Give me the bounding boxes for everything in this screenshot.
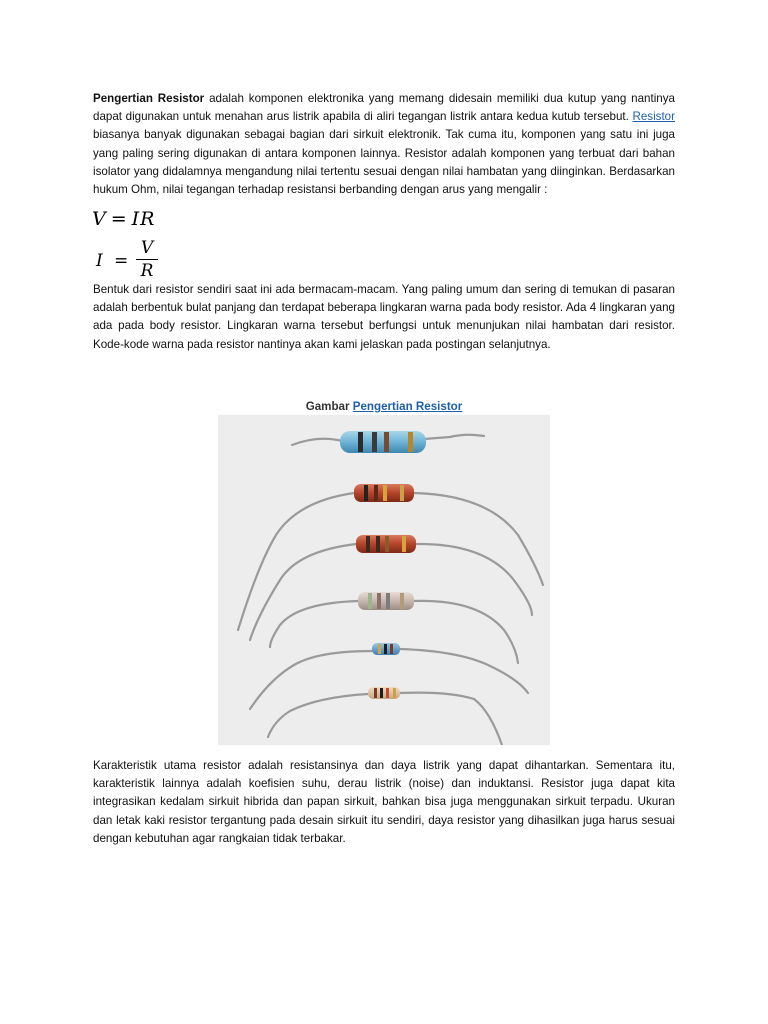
lead-5a — [250, 651, 372, 709]
formula2-numerator: V — [140, 238, 154, 258]
formula1-eq: = — [110, 208, 128, 230]
fraction-bar — [136, 259, 158, 260]
paragraph-shapes — [93, 281, 675, 354]
resistor-grey — [358, 592, 414, 610]
formula1-rhs: IR — [131, 208, 156, 230]
formula-ohm-v — [92, 208, 155, 230]
color-code-link[interactable]: Kode-kode warna pada resistor — [93, 337, 255, 351]
lead-2a — [238, 493, 354, 630]
lead-2b — [414, 493, 543, 585]
figure-caption — [0, 400, 768, 413]
resistor-blue — [340, 431, 426, 453]
formula1-lhs: V — [92, 208, 107, 230]
resistor-small-blue — [372, 643, 400, 655]
caption-link[interactable]: Pengertian Resistor — [352, 400, 463, 413]
formula2-denominator: R — [140, 261, 154, 282]
lead-1b — [424, 435, 484, 439]
term-pengertian-resistor: Pengertian Resistor — [93, 92, 205, 105]
intro-text-b: biasanya banyak digunakan sebagai bagian dari sirkuit elektronik. Tak cuma itu, komponen yang satu ini juga yang paling sering digunakan di antara komponen lainnya. Resistor adalah komponen yang terbuat dari bahan isolator yang didalamnya mengandung nilai tertentu sesuai dengan nilai hambatan yang diinginkan. Berdasarkan hukum Ohm, nilai tegangan terhadap resistansi berbanding dengan arus yang mengalir : — [93, 128, 675, 197]
lead-3a — [250, 544, 356, 640]
resistor-photo — [218, 415, 550, 745]
resistor-small-beige — [368, 687, 400, 699]
resistors-illustration — [218, 415, 550, 745]
formula-ohm-i — [96, 238, 176, 282]
lead-1a — [292, 439, 342, 445]
resistor-red-2 — [356, 535, 416, 553]
lead-6a — [268, 694, 368, 737]
lead-3b — [416, 544, 532, 615]
paragraph-intro — [93, 90, 675, 199]
lead-5b — [400, 649, 528, 693]
intro-text-a: adalah komponen elektronika yang memang didesain memiliki dua kutup yang nantinya dapat digunakan untuk menahan arus listrik apabila di aliri tegangan listrik antara kedua kutub tersebut. — [93, 92, 675, 124]
shapes-text-a: Bentuk dari resistor sendiri saat ini ada bermacam-macam. Yang paling umum dan sering di temukan di pasaran adalah berbentuk bulat panjang dan terdapat beberapa lingkaran warna pada body resistor. Ada 4 lingkaran yang ada pada body resistor. Lingkaran warna tersebut berfungsi untuk menunjukan nilai hambatan dari resistor. — [93, 283, 675, 333]
formula2-fraction — [136, 238, 158, 281]
resistor-link[interactable]: Resistor — [632, 110, 675, 124]
shapes-text-b: nantinya akan kami jelaskan pada postingan selanjutnya. — [254, 337, 551, 351]
lead-6b — [400, 693, 502, 745]
formula2-eq: = — [114, 251, 129, 271]
lead-4b — [414, 601, 518, 663]
lead-4a — [270, 601, 358, 647]
formula2-lhs: I — [96, 251, 103, 271]
paragraph-characteristics: Karakteristik utama resistor adalah resistansinya dan daya listrik yang dapat dihantarkan. Sementara itu, karakteristik lainnya adalah koefisien suhu, derau listrik (noise) dan induktansi. Resistor juga dapat kita integrasikan kedalam sirkuit hibrida dan papan sirkuit, bahkan bisa juga menggunakan sirkuit terpadu. Ukuran dan letak kaki resistor tergantung pada desain sirkuit itu sendiri, daya resistor yang dihasilkan juga harus sesuai dengan kebutuhan agar rangkaian tidak terbakar. — [93, 759, 675, 845]
caption-prefix: Gambar — [305, 400, 353, 413]
resistor-red-1 — [354, 484, 414, 502]
